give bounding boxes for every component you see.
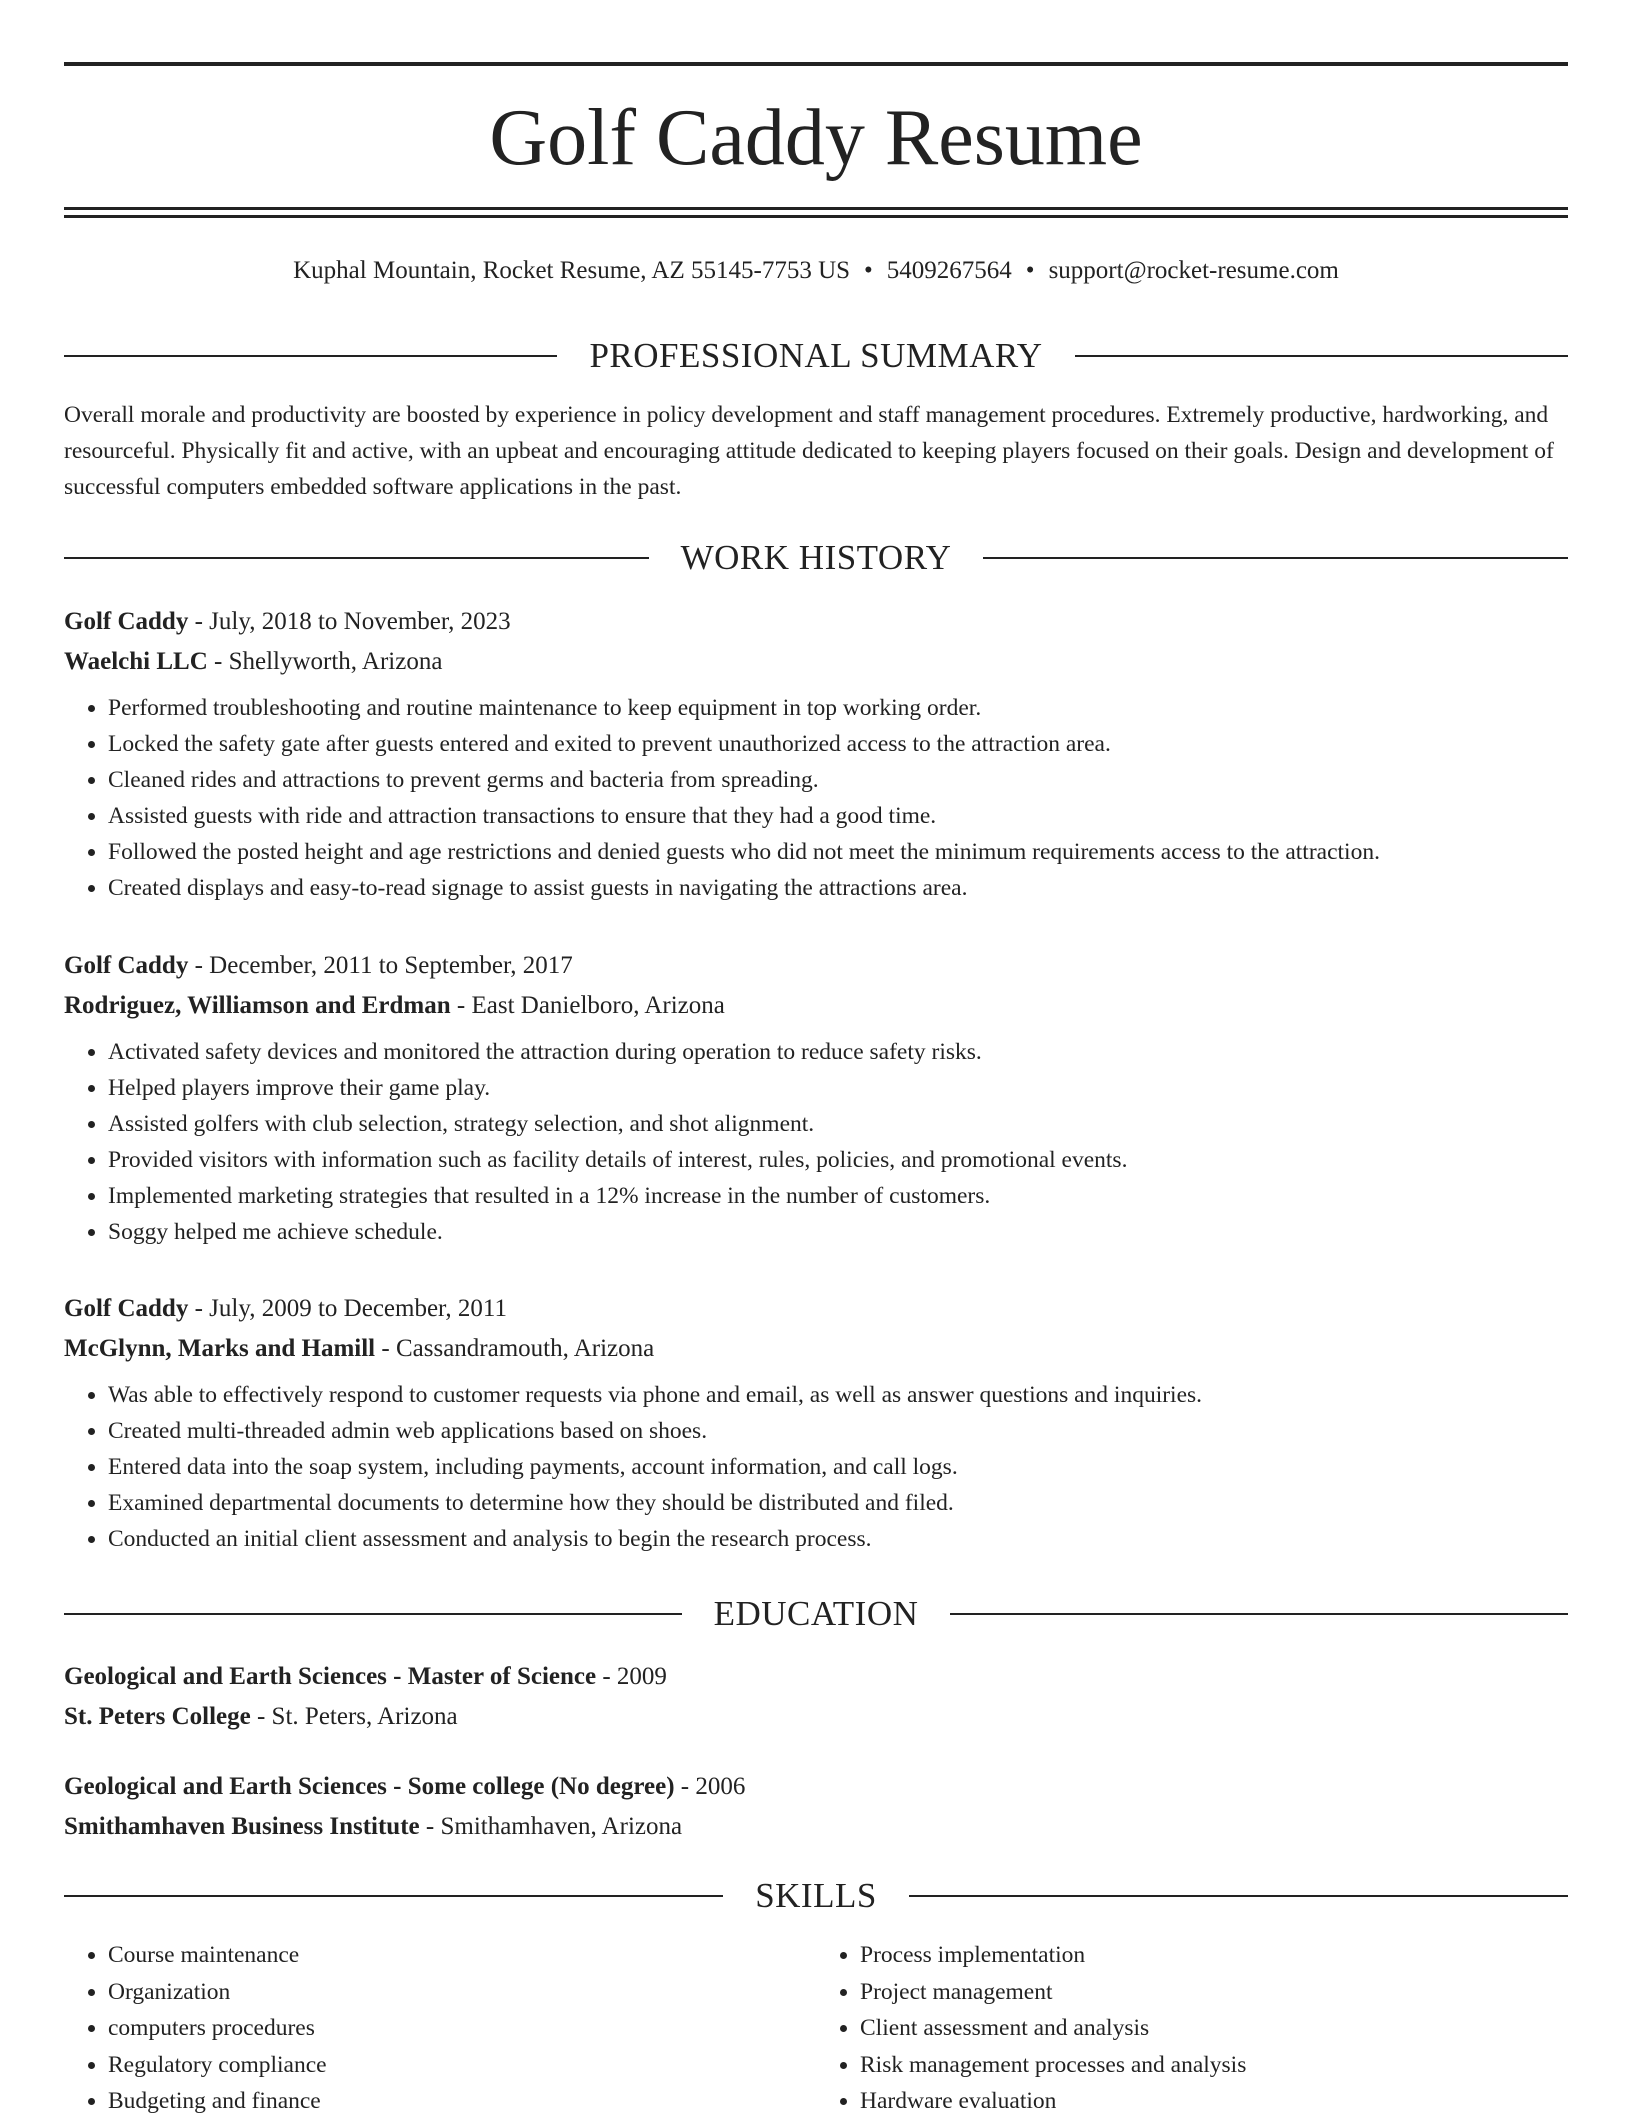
job-location: - Shellyworth, Arizona: [207, 648, 443, 675]
divider: [983, 557, 1568, 559]
list-item: • Created multi-threaded admin web applications based on shoes.: [108, 1413, 1568, 1449]
education-degree-line: [64, 1767, 1568, 1807]
skill-item: • Hardware evaluation: [860, 2083, 1568, 2120]
section-title-summary: PROFESSIONAL SUMMARY: [589, 336, 1043, 375]
job-dates: - July, 2009 to December, 2011: [188, 1295, 507, 1322]
skill-item: • Regulatory compliance: [108, 2047, 816, 2084]
list-item: • Conducted an initial client assessment and analysis to begin the research process.: [108, 1521, 1568, 1557]
skill-item: • computers procedures: [108, 2010, 816, 2047]
list-item: • Locked the safety gate after guests entered and exited to prevent unauthorized access to the attraction area.: [108, 726, 1568, 762]
education-school: Smithamhaven Business Institute: [64, 1813, 420, 1840]
job-title-line: [64, 602, 1568, 642]
skill-item: • Budgeting and finance: [108, 2083, 816, 2120]
education-school: St. Peters College: [64, 1703, 251, 1730]
list-item: • Created displays and easy-to-read signage to assist guests in navigating the attractions area.: [108, 870, 1568, 906]
job-company-line: [64, 642, 1568, 682]
skills-list: [64, 1937, 1568, 2120]
job-company: Waelchi LLC: [64, 648, 208, 675]
job-entry: [64, 946, 1568, 1250]
section-header-education: [64, 1592, 1568, 1636]
list-item: • Helped players improve their game play.: [108, 1070, 1568, 1106]
job-company-line: [64, 1329, 1568, 1369]
divider: [64, 1895, 723, 1897]
skill-item: • Risk management processes and analysis: [860, 2047, 1568, 2084]
section-header-work: [64, 536, 1568, 580]
list-item: • Entered data into the soap system, including payments, account information, and call logs.: [108, 1449, 1568, 1485]
divider: [909, 1895, 1568, 1897]
job-bullets: [64, 1034, 1568, 1250]
job-company: Rodriguez, Williamson and Erdman: [64, 992, 451, 1019]
job-company: McGlynn, Marks and Hamill: [64, 1335, 376, 1362]
contact-email: support@rocket-resume.com: [1048, 257, 1339, 284]
skills-column-right: [816, 1937, 1568, 2120]
section-header-summary: [64, 334, 1568, 378]
top-rule: [64, 62, 1568, 66]
title-double-rule: [64, 207, 1568, 218]
list-item: • Was able to effectively respond to customer requests via phone and email, as well as answer questions and inquiries.: [108, 1377, 1568, 1413]
job-location: - East Danielboro, Arizona: [450, 992, 725, 1019]
contact-line: [64, 253, 1568, 289]
job-location: - Cassandramouth, Arizona: [375, 1335, 655, 1362]
skill-item: • Process implementation: [860, 1937, 1568, 1974]
skill-item: • Project management: [860, 1974, 1568, 2011]
list-item: • Implemented marketing strategies that resulted in a 12% increase in the number of customers.: [108, 1178, 1568, 1214]
divider: [64, 355, 557, 357]
contact-separator: •: [864, 257, 873, 284]
education-location: - St. Peters, Arizona: [250, 1703, 458, 1730]
section-header-skills: [64, 1874, 1568, 1918]
contact-separator: •: [1025, 257, 1035, 284]
skill-item: • Client assessment and analysis: [860, 2010, 1568, 2047]
job-title: Golf Caddy: [64, 1295, 189, 1322]
list-item: • Assisted golfers with club selection, strategy selection, and shot alignment.: [108, 1106, 1568, 1142]
list-item: • Followed the posted height and age restrictions and denied guests who did not meet the minimum requirements access to the attraction.: [108, 834, 1568, 870]
skill-item: • Course maintenance: [108, 1937, 816, 1974]
skill-item: • Organization: [108, 1974, 816, 2011]
job-entry: [64, 1289, 1568, 1557]
resume-title: Golf Caddy Resume: [489, 94, 1143, 182]
summary-text: Overall morale and productivity are boosted by experience in policy development and staff management procedures. Extremely productive, hardworking, and resourceful. Physically fit and active, with an upbeat and encouraging attitude dedicated to keeping players focused on their goals. Design and development of successful computers embedded software applications in the past.: [64, 402, 1554, 500]
education-degree: Geological and Earth Sciences - Master of Science: [64, 1663, 597, 1690]
education-entry: [64, 1767, 1568, 1847]
list-item: • Activated safety devices and monitored the attraction during operation to reduce safety risks.: [108, 1034, 1568, 1070]
job-dates: - July, 2018 to November, 2023: [188, 608, 511, 635]
skills-column-left: [64, 1937, 816, 2120]
job-bullets: [64, 690, 1568, 906]
contact-address: Kuphal Mountain, Rocket Resume, AZ 55145-7753 US: [293, 257, 851, 284]
education-school-line: [64, 1807, 1568, 1847]
section-title-work: WORK HISTORY: [680, 538, 952, 577]
list-item: • Performed troubleshooting and routine maintenance to keep equipment in top working order.: [108, 690, 1568, 726]
list-item: • Examined departmental documents to determine how they should be distributed and filed.: [108, 1485, 1568, 1521]
section-title-skills: SKILLS: [755, 1876, 877, 1915]
education-year: - 2009: [596, 1663, 667, 1690]
education-degree: Geological and Earth Sciences - Some college (No degree): [64, 1773, 675, 1800]
divider: [950, 1613, 1568, 1615]
divider: [64, 557, 649, 559]
job-title-line: [64, 1289, 1568, 1329]
divider: [1075, 355, 1568, 357]
job-dates: - December, 2011 to September, 2017: [188, 952, 573, 979]
list-item: • Soggy helped me achieve schedule.: [108, 1214, 1568, 1250]
divider: [64, 1613, 682, 1615]
job-entry: [64, 602, 1568, 906]
education-school-line: [64, 1697, 1568, 1737]
job-bullets: [64, 1377, 1568, 1557]
job-company-line: [64, 986, 1568, 1026]
list-item: • Provided visitors with information such as facility details of interest, rules, policies, and promotional events.: [108, 1142, 1568, 1178]
section-title-education: EDUCATION: [713, 1594, 919, 1633]
job-title: Golf Caddy: [64, 608, 189, 635]
education-location: - Smithamhaven, Arizona: [419, 1813, 683, 1840]
list-item: • Cleaned rides and attractions to prevent germs and bacteria from spreading.: [108, 762, 1568, 798]
education-year: - 2006: [674, 1773, 746, 1800]
education-entry: [64, 1657, 1568, 1737]
education-degree-line: [64, 1657, 1568, 1697]
contact-phone: 5409267564: [886, 257, 1012, 284]
list-item: • Assisted guests with ride and attraction transactions to ensure that they had a good time.: [108, 798, 1568, 834]
job-title-line: [64, 946, 1568, 986]
job-title: Golf Caddy: [64, 952, 189, 979]
